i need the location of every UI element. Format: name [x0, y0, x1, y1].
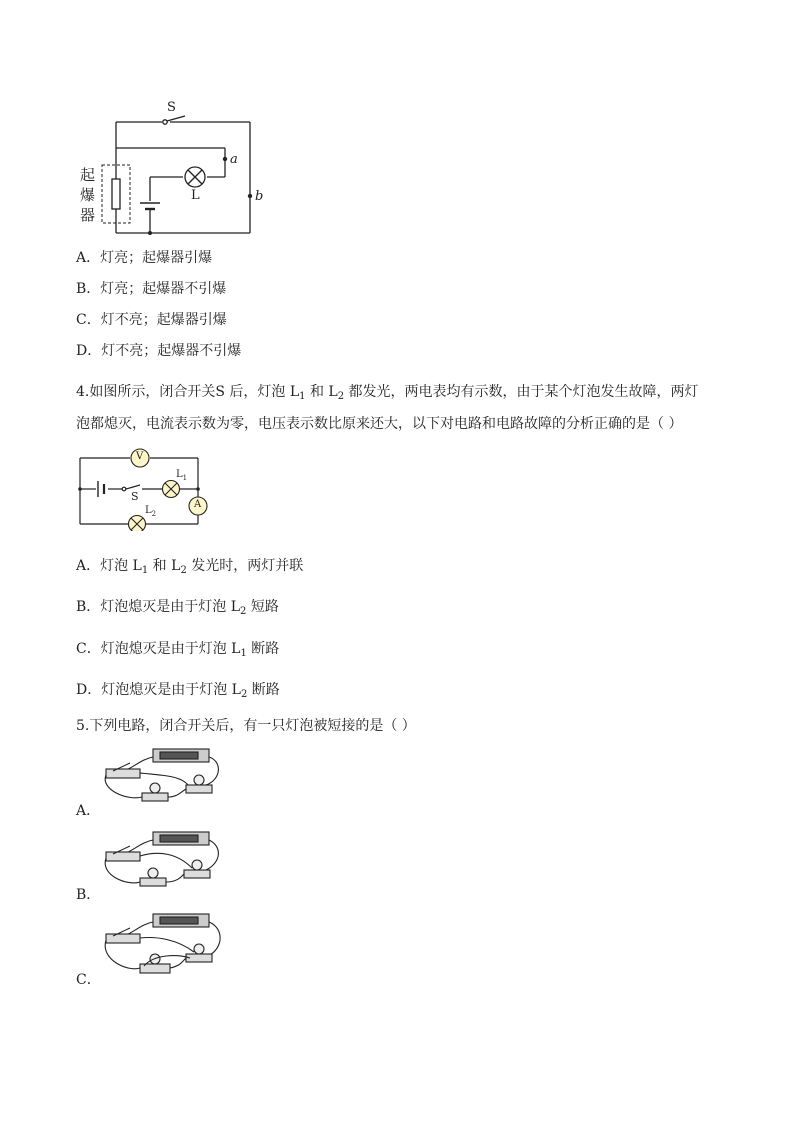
q5-circuit-b-image	[98, 828, 223, 890]
q4-circuit-figure	[70, 447, 220, 531]
lamp-l-label: L	[191, 188, 200, 203]
q4-stem-line2: 泡都熄灭，电流表示数为零，电压表示数比原来还大，以下对电路和电路故障的分析正确的是（ ）	[76, 416, 683, 432]
switch-s-label: S	[167, 100, 176, 115]
q5-option-b: B．	[76, 887, 101, 903]
q4-switch-label: S	[131, 490, 139, 503]
q4-option-a: A．灯泡 $L_1$ 和 $L_2$ 发光时，两灯并联	[76, 558, 304, 576]
q4-option-c: C．灯泡熄灭是由于灯泡 $L_1$ 断路	[76, 641, 280, 659]
q5-option-a: A．	[76, 803, 101, 819]
q4-option-b: B．灯泡熄灭是由于灯泡 $L_2$ 短路	[76, 599, 279, 617]
q5-stem: 5.下列电路，闭合开关后，有一只灯泡被短接的是（ ）	[76, 718, 416, 734]
point-a-label: a	[230, 152, 238, 167]
voltmeter-label: V	[136, 451, 144, 462]
q3-option-a: A．灯亮；起爆器引爆	[76, 250, 213, 266]
q4-option-d: D．灯泡熄灭是由于灯泡 $L_2$ 断路	[76, 682, 280, 700]
detonator-circuit-figure	[70, 95, 280, 245]
q5-option-c: C．	[76, 972, 101, 988]
q3-option-b: B．灯亮；起爆器不引爆	[76, 281, 227, 297]
q5-circuit-c-image	[98, 910, 226, 976]
q4-stem-line1: 4.如图所示，闭合开关S 后，灯泡 $L_1$ 和 $L_2$ 都发光，两电表均有示数，由于某个灯泡发生故障，两灯	[76, 384, 699, 402]
q3-option-d: D．灯不亮；起爆器不引爆	[76, 343, 242, 359]
q5-circuit-a-image	[98, 745, 223, 807]
point-b-label: b	[255, 189, 264, 204]
lamp2-label: $L_2$	[145, 505, 157, 518]
ammeter-label: A	[194, 499, 202, 510]
detonator-label: 起爆器	[80, 166, 96, 224]
lamp1-label: $L_1$	[176, 469, 188, 482]
q3-option-c: C．灯不亮；起爆器引爆	[76, 312, 227, 328]
